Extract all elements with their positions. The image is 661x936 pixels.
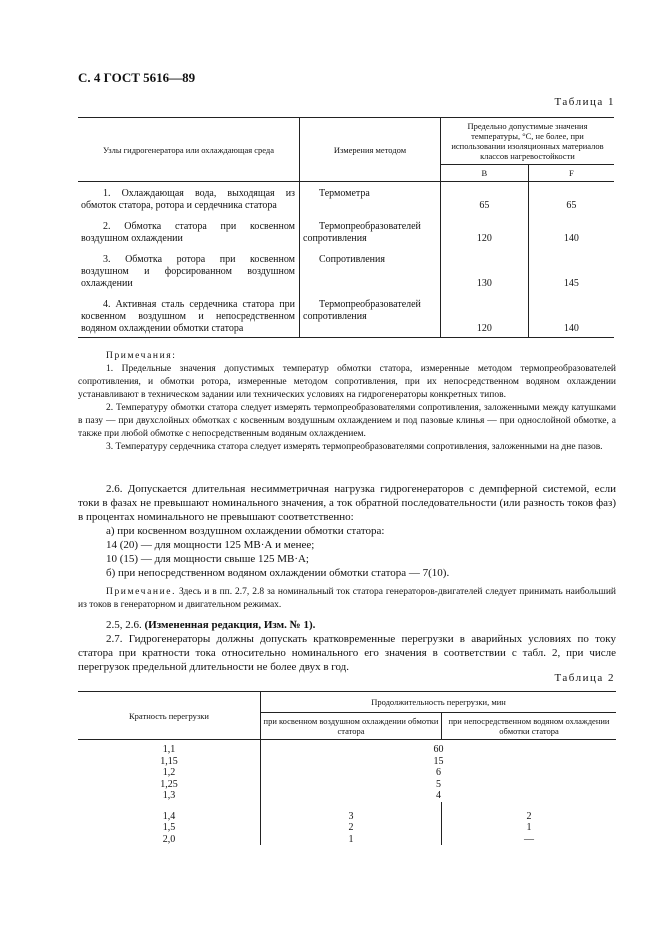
edition-note xyxy=(78,618,616,632)
table1-value-b: 120 xyxy=(441,214,529,247)
table2-indirect-value: 3 xyxy=(261,802,442,823)
table2-row xyxy=(78,802,616,823)
table1-row xyxy=(78,292,614,338)
table2-header-ratio: Кратность перегрузки xyxy=(78,692,261,740)
item-a-1: 14 (20) — для мощности 125 МВ·А и менее; xyxy=(106,539,315,551)
table2-row xyxy=(78,790,616,802)
table2-duration: 4 xyxy=(436,790,441,801)
note-item: 1. Предельные значения допустимых температур обмотки статора, измеренные методом термопреобразователей сопротивления, и обмотки ротора, измеренные методом сопротивления, при их непосредственном водяном охлаждении устанавливают в техническом задании или технических условиях на гидрогенераторы конкретных типов. xyxy=(78,364,616,400)
table2-ratio: 1,25 xyxy=(78,779,261,791)
table2-header-duration: Продолжительность перегрузки, мин xyxy=(261,692,617,713)
paragraph-2-7: 2.7. Гидрогенераторы должны допускать кратковременные перегрузки в аварийных условиях по току статора при кратности тока относительно номинального его значения в соответствии с табл. 2, при числе перегрузок предельной длительности не более двух в год. xyxy=(78,633,616,673)
table2-ratio: 1,15 xyxy=(78,756,261,768)
table1-node: 3. Обмотка ротора при косвенном воздушном и форсированном воздушном охлаждении xyxy=(78,247,300,292)
table1-value-b: 120 xyxy=(441,292,529,338)
table2 xyxy=(78,691,616,845)
table1-header-limit: Предельно допустимые значения температуры, °С, не более, при использовании изоляционных материалов классов нагревостойкости xyxy=(441,118,615,165)
note-item: 2. Температуру обмотки статора следует измерять термопреобразователями сопротивления, заложенными между катушками в пазу — при двухслойных обмотках с косвенным воздушным охлаждением и под пазовые клинья — при однослойной обмотке, а также при любой обмотке с непосредственным водяным охлаждением. xyxy=(78,403,616,439)
table1-value-f: 145 xyxy=(563,278,579,289)
table2-ratio: 1,3 xyxy=(78,790,261,802)
table2-row xyxy=(78,740,616,756)
table2-ratio: 1,4 xyxy=(78,802,261,823)
note-paragraph xyxy=(78,586,616,612)
table2-duration: 60 xyxy=(433,744,444,755)
table2-direct-value: 1 xyxy=(526,822,532,833)
table1-header-node: Узлы гидрогенератора или охлаждающая среда xyxy=(78,118,300,182)
table1-node: 2. Обмотка статора при косвенном воздушном охлаждении xyxy=(78,214,300,247)
table2-ratio: 1,2 xyxy=(78,767,261,779)
table2-row xyxy=(78,834,616,846)
table2-direct-value: 2 xyxy=(526,810,532,822)
table2-header-direct: при непосредственном водяном охлаждении обмотки статора xyxy=(442,713,617,740)
table1-node: 4. Активная сталь сердечника статора при косвенном воздушном и непосредственном водяном охлаждении обмотки статора xyxy=(78,292,300,338)
table2-row xyxy=(78,756,616,768)
table1-header-class-b: В xyxy=(441,165,529,182)
body-text xyxy=(78,482,616,674)
table1-notes xyxy=(78,350,616,454)
table1-header-method: Измерения методом xyxy=(300,118,441,182)
edition-prefix: 2.5, 2.6. xyxy=(106,619,145,631)
page-header: С. 4 ГОСТ 5616—89 xyxy=(78,70,196,85)
table1-method: Термопреобразователей сопротивления xyxy=(300,214,441,247)
table2-direct-value: — xyxy=(524,833,534,845)
table2-header-indirect: при косвенном воздушном охлаждении обмотки статора xyxy=(261,713,442,740)
table2-row xyxy=(78,822,616,834)
table2-ratio: 1,1 xyxy=(78,740,261,756)
table1-value-b: 130 xyxy=(441,247,529,292)
table2-row xyxy=(78,779,616,791)
table1-value-f: 65 xyxy=(566,200,577,211)
table2-caption: Таблица 2 xyxy=(554,672,615,684)
table1-header-class-f: F xyxy=(528,165,614,182)
table2-duration: 6 xyxy=(436,767,441,778)
note-item: 3. Температуру сердечника статора следует измерять термопреобразователями сопротивления, заложенными на дне пазов. xyxy=(106,442,603,452)
table1-caption: Таблица 1 xyxy=(554,96,615,108)
notes-title: Примечания: xyxy=(106,351,177,361)
table2-indirect-value: 1 xyxy=(261,834,442,846)
table1-method: Термопреобразователей сопротивления xyxy=(300,292,441,338)
table2-row xyxy=(78,767,616,779)
item-a-2: 10 (15) — для мощности свыше 125 МВ·А; xyxy=(106,553,309,565)
table1-row xyxy=(78,214,614,247)
table2-ratio: 1,5 xyxy=(78,822,261,834)
table2-duration: 5 xyxy=(436,778,441,790)
table1-value-b: 65 xyxy=(441,182,529,215)
paragraph-2-6: 2.6. Допускается длительная несимметричная нагрузка гидрогенераторов с демпферной системой, если токи в фазах не превышают номинального значения, а ток обратной последовательности (или разность токов фаз) в процентах номинального не превышают соответственно: xyxy=(78,483,616,523)
item-b: б) при непосредственном водяном охлаждении обмотки статора — 7(10). xyxy=(106,567,450,579)
note-label: Примечание. xyxy=(106,587,177,597)
table2-ratio: 2,0 xyxy=(78,834,261,846)
table1 xyxy=(78,117,614,338)
table1-value-f: 140 xyxy=(563,233,579,244)
table1-value-f: 140 xyxy=(528,292,614,338)
edition-bold: (Измененная редакция, Изм. № 1). xyxy=(144,619,316,631)
table1-row xyxy=(78,247,614,292)
note-text: Здесь и в пп. 2.7, 2.8 за номинальный ток статора генераторов-двигателей следует принимать наибольший из токов в генераторном и двигательном режимах. xyxy=(78,587,616,610)
table1-node: 1. Охлаждающая вода, выходящая из обмоток статора, ротора и сердечника статора xyxy=(78,182,300,215)
table2-indirect-value: 2 xyxy=(261,822,442,834)
item-a: а) при косвенном воздушном охлаждении обмотки статора: xyxy=(106,525,385,537)
table1-method: Сопротивления xyxy=(300,247,441,292)
table1-row xyxy=(78,182,614,215)
table1-method: Термометра xyxy=(300,182,441,215)
table2-duration: 15 xyxy=(433,755,444,767)
